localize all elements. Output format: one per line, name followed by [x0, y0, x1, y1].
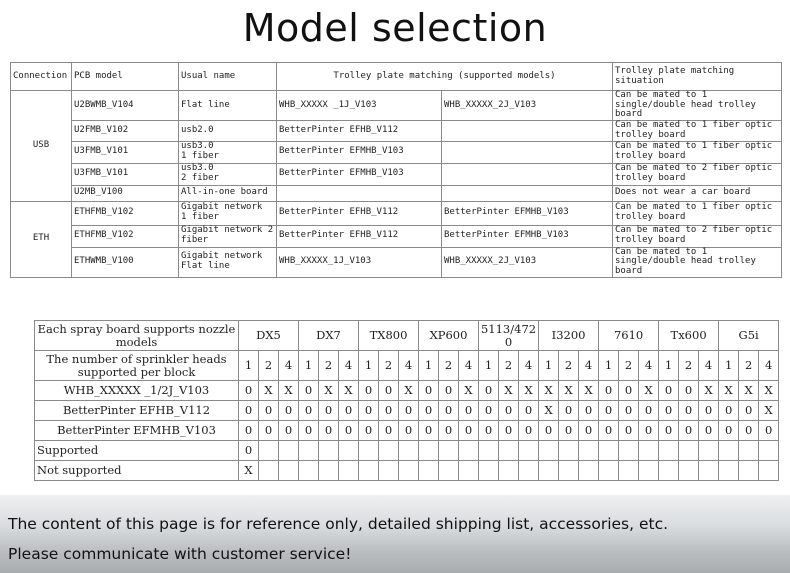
- support-value-cell: 0: [519, 401, 539, 421]
- empty-cell: [559, 441, 579, 461]
- footer-banner: [0, 495, 790, 573]
- empty-cell: [539, 441, 559, 461]
- support-value-cell: 0: [579, 421, 599, 441]
- pcb-model-cell: U3FMB_V101: [72, 141, 179, 163]
- support-value-cell: X: [319, 381, 339, 401]
- empty-cell: [599, 441, 619, 461]
- legend-symbol: 0: [239, 441, 259, 461]
- nozzle-model-header: 7610: [599, 321, 659, 351]
- header-connection: Connection: [11, 63, 72, 91]
- support-value-cell: 0: [679, 381, 699, 401]
- heads-count-cell: 2: [499, 351, 519, 381]
- support-value-cell: 0: [619, 421, 639, 441]
- nozzle-model-header: DX5: [239, 321, 299, 351]
- situation-cell: Can be mated to 2 fiber optic trolley board: [613, 225, 782, 247]
- support-value-cell: X: [539, 381, 559, 401]
- usual-name-cell: usb3.0 1 fiber: [179, 141, 277, 163]
- empty-cell: [419, 461, 439, 481]
- board-name-cell: WHB_XXXXX _1/2J_V103: [35, 381, 239, 401]
- empty-cell: [679, 461, 699, 481]
- board-table-row: [11, 141, 782, 163]
- support-value-cell: 0: [619, 401, 639, 421]
- support-value-cell: 0: [679, 401, 699, 421]
- empty-cell: [259, 461, 279, 481]
- empty-cell: [659, 461, 679, 481]
- empty-cell: [699, 461, 719, 481]
- nozzle-model-header: TX800: [359, 321, 419, 351]
- empty-cell: [619, 461, 639, 481]
- support-value-cell: 0: [599, 381, 619, 401]
- empty-cell: [459, 441, 479, 461]
- heads-count-row: [35, 351, 779, 381]
- support-value-cell: 0: [299, 421, 319, 441]
- matching-model-1-cell: WHB_XXXXX _1J_V103: [277, 91, 442, 121]
- support-value-cell: 0: [259, 421, 279, 441]
- corner-label: Each spray board supports nozzle models: [35, 321, 239, 351]
- support-value-cell: 0: [559, 421, 579, 441]
- support-value-cell: 0: [439, 421, 459, 441]
- board-table-row: [11, 201, 782, 225]
- empty-cell: [359, 461, 379, 481]
- support-value-cell: 0: [419, 421, 439, 441]
- matching-model-2-cell: WHB_XXXXX_2J_V103: [442, 247, 613, 277]
- matching-model-1-cell: WHB_XXXXX_1J_V103: [277, 247, 442, 277]
- heads-count-cell: 4: [399, 351, 419, 381]
- heads-count-cell: 1: [659, 351, 679, 381]
- support-value-cell: 0: [379, 381, 399, 401]
- board-name-cell: BetterPinter EFHB_V112: [35, 401, 239, 421]
- empty-cell: [619, 441, 639, 461]
- empty-cell: [279, 461, 299, 481]
- heads-count-cell: 1: [419, 351, 439, 381]
- support-value-cell: X: [559, 381, 579, 401]
- support-value-cell: 0: [239, 421, 259, 441]
- support-value-cell: X: [339, 381, 359, 401]
- heads-count-cell: 1: [719, 351, 739, 381]
- heads-count-cell: 4: [279, 351, 299, 381]
- support-value-cell: 0: [299, 401, 319, 421]
- empty-cell: [559, 461, 579, 481]
- support-value-cell: 0: [699, 421, 719, 441]
- support-value-cell: 0: [459, 401, 479, 421]
- support-value-cell: 0: [399, 421, 419, 441]
- empty-cell: [419, 441, 439, 461]
- legend-row: [35, 461, 779, 481]
- support-value-cell: 0: [419, 381, 439, 401]
- support-value-cell: 0: [659, 401, 679, 421]
- usual-name-cell: Flat line: [179, 91, 277, 121]
- support-value-cell: 0: [499, 421, 519, 441]
- support-value-cell: X: [759, 381, 779, 401]
- header-situation: Trolley plate matching situation: [613, 63, 782, 91]
- support-value-cell: 0: [739, 421, 759, 441]
- empty-cell: [739, 461, 759, 481]
- support-value-cell: 0: [379, 421, 399, 441]
- support-value-cell: X: [279, 381, 299, 401]
- empty-cell: [519, 461, 539, 481]
- empty-cell: [339, 461, 359, 481]
- matching-model-1-cell: BetterPinter EFHB_V112: [277, 225, 442, 247]
- heads-count-cell: 4: [639, 351, 659, 381]
- support-value-cell: 0: [439, 401, 459, 421]
- pcb-model-cell: ETHFMB_V102: [72, 201, 179, 225]
- situation-cell: Does not wear a car board: [613, 185, 782, 201]
- heads-count-cell: 2: [679, 351, 699, 381]
- legend-row: [35, 441, 779, 461]
- heads-count-cell: 1: [239, 351, 259, 381]
- support-value-cell: X: [259, 381, 279, 401]
- nozzle-model-header: G5i: [719, 321, 779, 351]
- nozzle-model-header: DX7: [299, 321, 359, 351]
- pcb-model-cell: U2FMB_V102: [72, 121, 179, 141]
- matching-model-2-cell: [442, 163, 613, 185]
- connection-cell: USB: [11, 91, 72, 202]
- header-pcb-model: PCB model: [72, 63, 179, 91]
- pcb-model-cell: U3FMB_V101: [72, 163, 179, 185]
- board-table-row: [11, 91, 782, 121]
- support-value-cell: 0: [359, 401, 379, 421]
- support-value-cell: X: [539, 401, 559, 421]
- pcb-model-cell: U2MB_V100: [72, 185, 179, 201]
- heads-count-cell: 1: [539, 351, 559, 381]
- heads-count-cell: 1: [299, 351, 319, 381]
- board-name-cell: BetterPinter EFMHB_V103: [35, 421, 239, 441]
- heads-count-cell: 2: [319, 351, 339, 381]
- heads-count-cell: 2: [619, 351, 639, 381]
- support-value-cell: X: [719, 381, 739, 401]
- support-value-cell: X: [759, 401, 779, 421]
- situation-cell: Can be mated to 2 fiber optic trolley board: [613, 163, 782, 185]
- board-table-row: [11, 121, 782, 141]
- support-value-cell: X: [639, 381, 659, 401]
- empty-cell: [659, 441, 679, 461]
- heads-count-cell: 4: [519, 351, 539, 381]
- empty-cell: [519, 441, 539, 461]
- empty-cell: [479, 461, 499, 481]
- support-value-cell: 0: [699, 401, 719, 421]
- situation-cell: Can be mated to 1 fiber optic trolley board: [613, 201, 782, 225]
- nozzle-support-table: [34, 320, 779, 481]
- support-value-cell: 0: [279, 401, 299, 421]
- nozzle-model-header: 5113/472 0: [479, 321, 539, 351]
- empty-cell: [319, 441, 339, 461]
- empty-cell: [599, 461, 619, 481]
- usual-name-cell: Gigabit network 2 fiber: [179, 225, 277, 247]
- matching-model-2-cell: WHB_XXXXX_2J_V103: [442, 91, 613, 121]
- matching-model-2-cell: [442, 121, 613, 141]
- support-value-cell: 0: [339, 421, 359, 441]
- support-value-cell: 0: [479, 401, 499, 421]
- heads-label: The number of sprinkler heads supported per block: [35, 351, 239, 381]
- matching-model-2-cell: BetterPinter EFMHB_V103: [442, 201, 613, 225]
- support-row: [35, 401, 779, 421]
- situation-cell: Can be mated to 1 single/double head trolley board: [613, 247, 782, 277]
- support-value-cell: 0: [279, 421, 299, 441]
- support-row: [35, 421, 779, 441]
- empty-cell: [439, 441, 459, 461]
- heads-count-cell: 4: [339, 351, 359, 381]
- support-value-cell: 0: [359, 381, 379, 401]
- matching-model-2-cell: BetterPinter EFMHB_V103: [442, 225, 613, 247]
- board-table-row: [11, 185, 782, 201]
- heads-count-cell: 4: [459, 351, 479, 381]
- support-value-cell: 0: [599, 401, 619, 421]
- empty-cell: [379, 461, 399, 481]
- empty-cell: [399, 441, 419, 461]
- empty-cell: [499, 441, 519, 461]
- heads-count-cell: 2: [439, 351, 459, 381]
- footer-line-2: Please communicate with customer service!: [8, 545, 352, 563]
- empty-cell: [379, 441, 399, 461]
- page-title: Model selection: [242, 6, 548, 50]
- empty-cell: [579, 441, 599, 461]
- support-value-cell: 0: [719, 421, 739, 441]
- matching-model-1-cell: BetterPinter EFMHB_V103: [277, 163, 442, 185]
- usual-name-cell: Gigabit network 1 fiber: [179, 201, 277, 225]
- header-usual-name: Usual name: [179, 63, 277, 91]
- support-value-cell: X: [699, 381, 719, 401]
- empty-cell: [259, 441, 279, 461]
- empty-cell: [579, 461, 599, 481]
- empty-cell: [759, 441, 779, 461]
- nozzle-model-header: I3200: [539, 321, 599, 351]
- empty-cell: [279, 441, 299, 461]
- support-value-cell: 0: [619, 381, 639, 401]
- support-value-cell: 0: [459, 421, 479, 441]
- empty-cell: [719, 441, 739, 461]
- empty-cell: [639, 461, 659, 481]
- empty-cell: [679, 441, 699, 461]
- legend-label: Not supported: [35, 461, 239, 481]
- support-value-cell: X: [459, 381, 479, 401]
- heads-count-cell: 2: [379, 351, 399, 381]
- support-value-cell: X: [739, 381, 759, 401]
- usual-name-cell: usb2.0: [179, 121, 277, 141]
- support-value-cell: 0: [479, 421, 499, 441]
- footer-line-1: The content of this page is for reference only, detailed shipping list, accessories, etc.: [8, 515, 669, 533]
- situation-cell: Can be mated to 1 single/double head trolley board: [613, 91, 782, 121]
- support-value-cell: 0: [439, 381, 459, 401]
- matching-model-2-cell: [442, 185, 613, 201]
- support-value-cell: 0: [479, 381, 499, 401]
- empty-cell: [499, 461, 519, 481]
- support-value-cell: 0: [639, 421, 659, 441]
- heads-count-cell: 1: [359, 351, 379, 381]
- empty-cell: [359, 441, 379, 461]
- empty-cell: [299, 461, 319, 481]
- usual-name-cell: Gigabit network Flat line: [179, 247, 277, 277]
- heads-count-cell: 4: [579, 351, 599, 381]
- empty-cell: [439, 461, 459, 481]
- heads-count-cell: 2: [739, 351, 759, 381]
- board-table-header: [11, 63, 782, 91]
- situation-cell: Can be mated to 1 fiber optic trolley board: [613, 141, 782, 163]
- support-value-cell: 0: [599, 421, 619, 441]
- support-value-cell: 0: [399, 401, 419, 421]
- empty-cell: [639, 441, 659, 461]
- pcb-model-cell: U2BWMB_V104: [72, 91, 179, 121]
- pcb-model-cell: ETHWMB_V100: [72, 247, 179, 277]
- support-value-cell: 0: [719, 401, 739, 421]
- usual-name-cell: All-in-one board: [179, 185, 277, 201]
- nozzle-model-header: XP600: [419, 321, 479, 351]
- empty-cell: [399, 461, 419, 481]
- empty-cell: [299, 441, 319, 461]
- support-value-cell: 0: [239, 381, 259, 401]
- empty-cell: [319, 461, 339, 481]
- matching-model-1-cell: [277, 185, 442, 201]
- support-value-cell: 0: [319, 401, 339, 421]
- support-value-cell: 0: [259, 401, 279, 421]
- empty-cell: [459, 461, 479, 481]
- heads-count-cell: 4: [759, 351, 779, 381]
- support-value-cell: X: [399, 381, 419, 401]
- support-value-cell: 0: [299, 381, 319, 401]
- support-value-cell: 0: [639, 401, 659, 421]
- support-value-cell: 0: [419, 401, 439, 421]
- nozzle-models-row: [35, 321, 779, 351]
- empty-cell: [739, 441, 759, 461]
- support-value-cell: 0: [659, 421, 679, 441]
- board-model-table: [10, 62, 782, 278]
- support-value-cell: 0: [499, 401, 519, 421]
- support-value-cell: 0: [239, 401, 259, 421]
- support-value-cell: 0: [579, 401, 599, 421]
- heads-count-cell: 2: [259, 351, 279, 381]
- support-value-cell: 0: [379, 401, 399, 421]
- connection-cell: ETH: [11, 201, 72, 277]
- heads-count-cell: 2: [559, 351, 579, 381]
- empty-cell: [539, 461, 559, 481]
- empty-cell: [719, 461, 739, 481]
- empty-cell: [339, 441, 359, 461]
- matching-model-1-cell: BetterPinter EFHB_V112: [277, 121, 442, 141]
- empty-cell: [699, 441, 719, 461]
- empty-cell: [759, 461, 779, 481]
- support-value-cell: X: [579, 381, 599, 401]
- support-value-cell: 0: [319, 421, 339, 441]
- support-value-cell: 0: [759, 421, 779, 441]
- situation-cell: Can be mated to 1 fiber optic trolley board: [613, 121, 782, 141]
- support-row: [35, 381, 779, 401]
- support-value-cell: 0: [539, 421, 559, 441]
- support-value-cell: 0: [559, 401, 579, 421]
- support-value-cell: X: [519, 381, 539, 401]
- matching-model-1-cell: BetterPinter EFHB_V112: [277, 201, 442, 225]
- header-matching: Trolley plate matching (supported models): [277, 63, 613, 91]
- board-table-row: [11, 247, 782, 277]
- heads-count-cell: 4: [699, 351, 719, 381]
- support-value-cell: 0: [339, 401, 359, 421]
- legend-symbol: X: [239, 461, 259, 481]
- heads-count-cell: 1: [479, 351, 499, 381]
- usual-name-cell: usb3.0 2 fiber: [179, 163, 277, 185]
- board-table-row: [11, 163, 782, 185]
- support-value-cell: 0: [359, 421, 379, 441]
- support-value-cell: X: [499, 381, 519, 401]
- support-value-cell: 0: [519, 421, 539, 441]
- empty-cell: [479, 441, 499, 461]
- support-value-cell: 0: [659, 381, 679, 401]
- matching-model-1-cell: BetterPinter EFMHB_V103: [277, 141, 442, 163]
- board-table-row: [11, 225, 782, 247]
- matching-model-2-cell: [442, 141, 613, 163]
- heads-count-cell: 1: [599, 351, 619, 381]
- pcb-model-cell: ETHFMB_V102: [72, 225, 179, 247]
- support-value-cell: 0: [739, 401, 759, 421]
- legend-label: Supported: [35, 441, 239, 461]
- nozzle-model-header: Tx600: [659, 321, 719, 351]
- support-value-cell: 0: [679, 421, 699, 441]
